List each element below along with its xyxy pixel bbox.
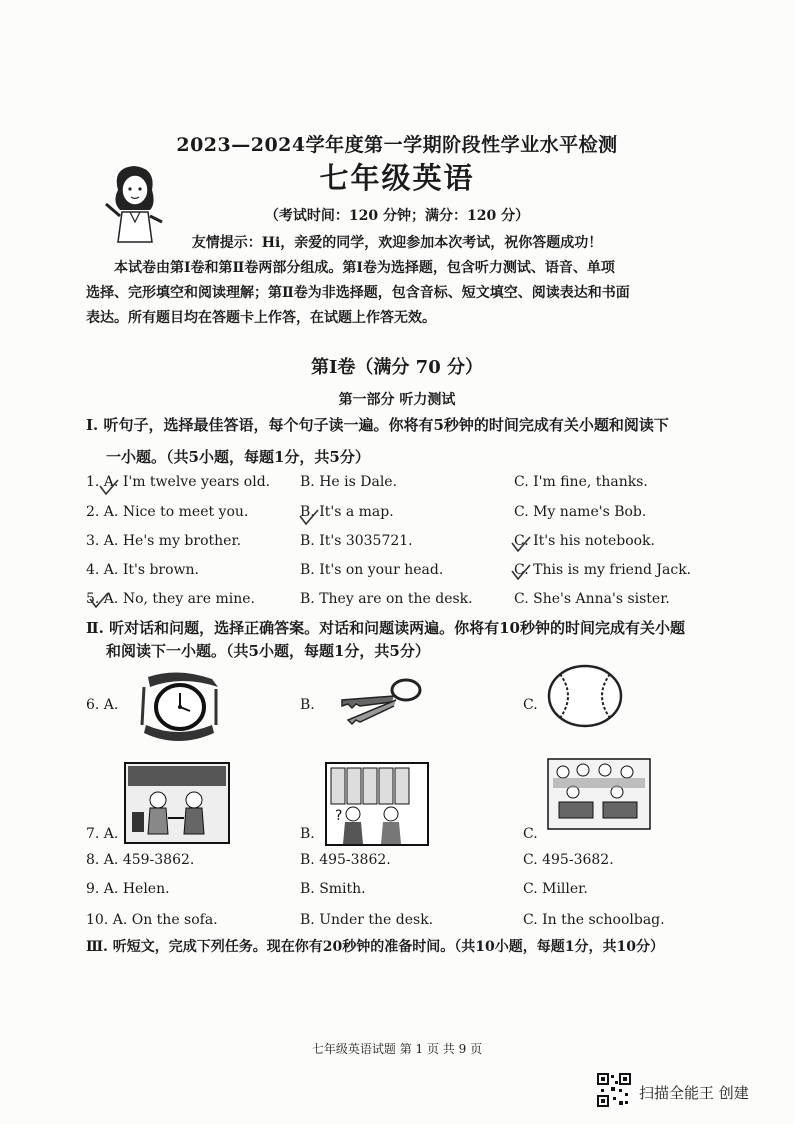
option-b: B. Under the desk.	[300, 912, 434, 928]
section-1-instruction: Ⅰ. 听句子，选择最佳答语，每个句子读一遍。你将有5秒钟的时间完成有关小题和阅读下	[86, 416, 669, 434]
checkmark-icon	[298, 508, 320, 528]
option-c: C. Miller.	[523, 881, 588, 897]
subject-title: 七年级英语	[319, 161, 475, 195]
section-2-instruction-cont: 和阅读下一小题。（共5小题，每题1分，共5分）	[106, 642, 430, 660]
keys-icon	[334, 676, 426, 728]
option-c: C.	[523, 826, 538, 842]
option-c: C. She's Anna's sister.	[514, 591, 670, 607]
option-a: 10. A. On the sofa.	[86, 912, 218, 928]
option-a: 2. A. Nice to meet you.	[86, 504, 249, 520]
section-3-instruction: Ⅲ. 听短文，完成下列任务。现在你有20秒钟的准备时间。（共10小题，每题1分，共10分）	[86, 939, 664, 955]
option-a: 7. A.	[86, 826, 119, 842]
option-c: C. 495-3682.	[523, 852, 614, 868]
option-a: 6. A.	[86, 697, 119, 713]
option-a: 1. A. I'm twelve years old.	[86, 474, 271, 490]
option-c: C. In the schoolbag.	[523, 912, 665, 928]
qr-code-icon	[597, 1073, 631, 1107]
option-b: B. He is Dale.	[300, 474, 398, 490]
option-a: 4. A. It's brown.	[86, 562, 199, 578]
checkmark-icon	[510, 535, 532, 555]
option-c: C.	[523, 697, 538, 713]
intro-line: 表达。所有题目均在答题卡上作答，在试题上作答无效。	[86, 310, 436, 326]
checkmark-icon	[510, 563, 532, 583]
option-c: C. My name's Bob.	[514, 504, 647, 520]
svg-text:?: ?	[335, 808, 343, 824]
option-a: 8. A. 459-3862.	[86, 852, 195, 868]
intro-line: 选择、完形填空和阅读理解；第Ⅱ卷为非选择题，包含音标、短文填空、阅读表达和书面	[86, 285, 630, 301]
exam-title: 2023—2024学年度第一学期阶段性学业水平检测	[176, 134, 618, 156]
option-a: 9. A. Helen.	[86, 881, 170, 897]
option-a: 5. A. No, they are mine.	[86, 591, 255, 607]
option-c: C. It's his notebook.	[514, 533, 655, 549]
watch-icon	[138, 667, 224, 745]
option-a: 3. A. He's my brother.	[86, 533, 242, 549]
scanner-watermark: 扫描全能王 创建	[639, 1084, 749, 1102]
page-footer: 七年级英语试题 第 1 页 共 9 页	[311, 1042, 483, 1056]
classroom-scene-icon	[547, 758, 651, 830]
option-b: B. It's 3035721.	[300, 533, 413, 549]
baseball-icon	[544, 664, 626, 728]
option-b: B.	[300, 697, 315, 713]
option-b: B. 495-3862.	[300, 852, 391, 868]
checkmark-icon	[88, 591, 110, 611]
exam-time-score: （考试时间：120 分钟；满分：120 分）	[264, 208, 530, 224]
section-1-instruction-cont: 一小题。（共5小题，每题1分，共5分）	[106, 448, 370, 466]
part-heading: 第一部分 听力测试	[338, 392, 456, 408]
volume-heading: 第Ⅰ卷（满分 70 分）	[310, 357, 483, 378]
greeting-scene-icon	[124, 762, 230, 844]
section-2-instruction: Ⅱ. 听对话和问题，选择正确答案。对话和问题读两遍。你将有10秒钟的时间完成有关小题	[86, 619, 685, 637]
option-c: C. This is my friend Jack.	[514, 562, 692, 578]
option-c: C. I'm fine, thanks.	[514, 474, 648, 490]
option-b: B.	[300, 826, 315, 842]
checkmark-icon	[98, 478, 120, 498]
option-b: B. Smith.	[300, 881, 366, 897]
option-b: B. It's on your head.	[300, 562, 444, 578]
option-b: B. It's a map.	[300, 504, 394, 520]
lost-and-found-scene-icon	[325, 762, 429, 846]
friendly-tip: 友情提示：Hi，亲爱的同学，欢迎参加本次考试，祝你答题成功！	[191, 235, 603, 251]
intro-line: 本试卷由第Ⅰ卷和第Ⅱ卷两部分组成。第Ⅰ卷为选择题，包含听力测试、语音、单项	[114, 260, 615, 276]
option-b: B. They are on the desk.	[300, 591, 473, 607]
intro-paragraph	[86, 256, 696, 331]
